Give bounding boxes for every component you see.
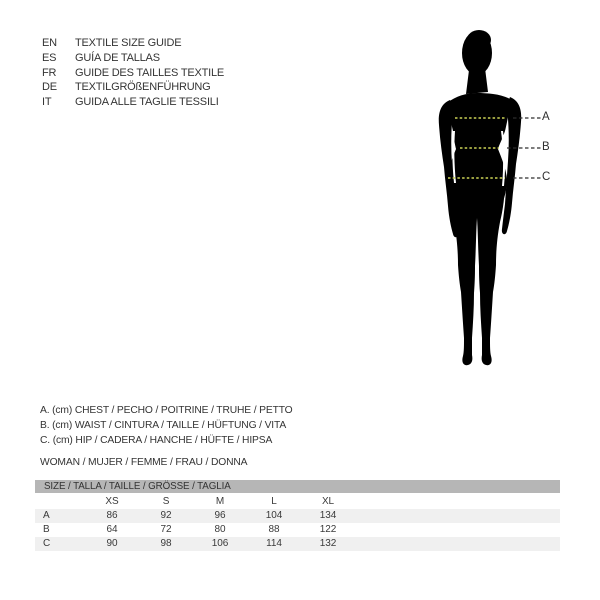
language-title: GUIDA ALLE TAGLIE TESSILI [75, 96, 219, 109]
cell-value: 72 [160, 524, 172, 535]
cell-value: 64 [106, 524, 118, 535]
silhouette-neck [466, 68, 488, 94]
language-code: ES [42, 52, 57, 65]
hip-marker-label: C [542, 171, 551, 183]
cell-value: 86 [106, 510, 118, 521]
language-title-list [42, 36, 224, 109]
legend-hip: C. (cm) HIP / CADERA / HANCHE / HÜFTE / HIPSA [40, 435, 273, 447]
row-label: C [43, 538, 51, 549]
woman-silhouette [439, 30, 521, 365]
cell-value: 92 [160, 510, 172, 521]
table-row-chest [35, 509, 560, 523]
language-title: GUÍA DE TALLAS [75, 52, 160, 65]
cell-value: 90 [106, 538, 118, 549]
legend-waist: B. (cm) WAIST / CINTURA / TAILLE / HÜFTUNG / VITA [40, 420, 287, 432]
language-row-it [42, 95, 224, 110]
cell-value: 122 [319, 524, 337, 535]
table-row-waist [35, 523, 560, 537]
cell-value: 80 [214, 524, 226, 535]
size-table-header-row [35, 495, 560, 509]
cell-value: 106 [211, 538, 229, 549]
waist-marker-label: B [542, 141, 550, 153]
legend-gender: WOMAN / MUJER / FEMME / FRAU / DONNA [40, 456, 248, 468]
size-table-title: SIZE / TALLA / TAILLE / GRÖSSE / TAGLIA [35, 480, 560, 493]
chest-marker-label: A [542, 111, 550, 123]
row-label: A [43, 510, 50, 521]
cell-value: 96 [214, 510, 226, 521]
cell-value: 132 [319, 538, 337, 549]
language-code: EN [42, 37, 57, 50]
language-row-es [42, 51, 224, 66]
language-code: DE [42, 81, 57, 94]
cell-value: 114 [266, 538, 282, 549]
col-header-s: S [162, 496, 170, 507]
silhouette-head [462, 31, 492, 75]
cell-value: 134 [319, 510, 337, 521]
cell-value: 98 [160, 538, 172, 549]
language-code: FR [42, 66, 57, 79]
woman-silhouette-figure [428, 28, 560, 373]
size-table [35, 480, 560, 551]
col-header-l: L [271, 496, 277, 507]
cell-value: 88 [268, 524, 280, 535]
language-row-en [42, 36, 224, 51]
table-row-hip [35, 537, 560, 551]
col-header-xl: XL [321, 496, 335, 507]
language-title: TEXTILE SIZE GUIDE [75, 37, 182, 50]
row-label: B [43, 524, 50, 535]
language-title: TEXTILGRÖßENFÜHRUNG [75, 81, 211, 94]
language-row-de [42, 80, 224, 95]
legend-chest: A. (cm) CHEST / PECHO / POITRINE / TRUHE / PETTO [40, 405, 293, 416]
col-header-m: M [215, 496, 225, 507]
col-header-xs: XS [105, 496, 119, 507]
cell-value: 104 [265, 510, 283, 521]
language-row-fr [42, 65, 224, 80]
language-code: IT [42, 96, 52, 109]
language-title: GUIDE DES TAILLES TEXTILE [75, 66, 225, 79]
measurement-legend [40, 403, 293, 470]
